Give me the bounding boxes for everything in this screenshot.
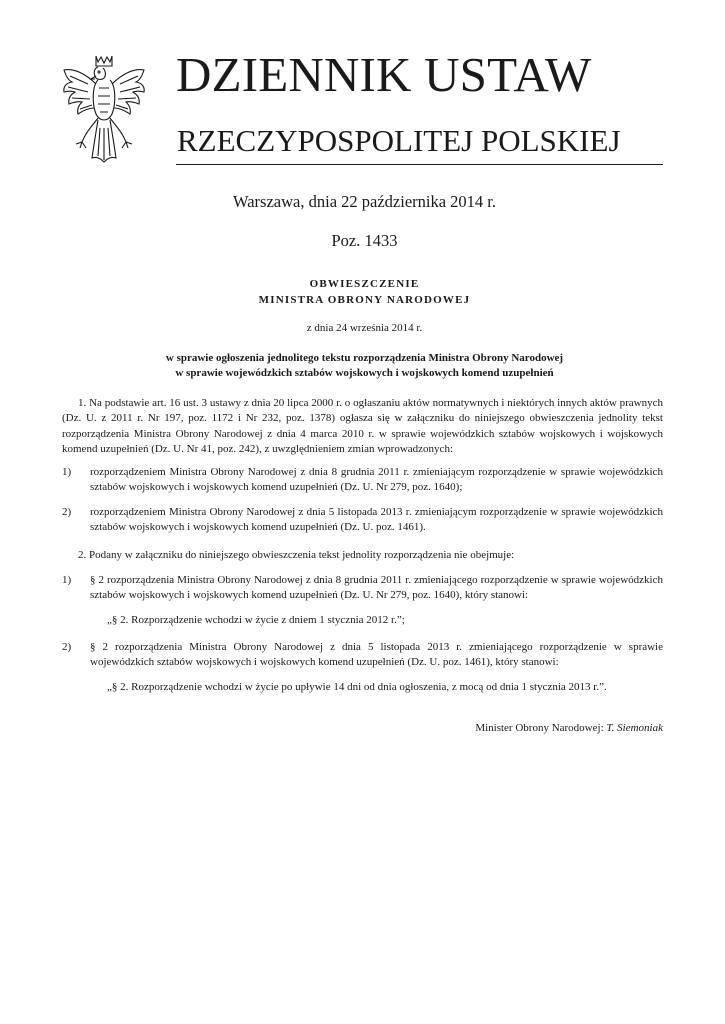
list-item-number: 1) — [62, 466, 72, 478]
list-item — [62, 465, 663, 496]
journal-title: DZIENNIK USTAW — [176, 47, 592, 102]
list-item-text: rozporządzeniem Ministra Obrony Narodowej z dnia 5 listopada 2013 r. zmieniającym rozporządzenie w sprawie wojewódzkich sztabów wojskowych i wojskowych komend uzupełnień (Dz. U. poz. 1461). — [90, 506, 663, 534]
list-item — [62, 573, 663, 604]
signature-name: T. Siemoniak — [606, 722, 663, 734]
announcement-issuer: MINISTRA OBRONY NARODOWEJ — [258, 294, 471, 306]
journal-subtitle: RZECZYPOSPOLITEJ POLSKIEJ — [177, 123, 621, 158]
list-item — [62, 640, 663, 671]
section-2-paragraph: 2. Podany w załączniku do niniejszego obwieszczenia tekst jednolity rozporządzenia nie obejmuje: — [78, 549, 515, 561]
list-item-text: § 2 rozporządzenia Ministra Obrony Narodowej z dnia 8 grudnia 2011 r. zmieniającego rozporządzenie w sprawie wojewódzkich sztabów wojskowych i wojskowych komend uzupełnień (Dz. U. Nr 279, poz. 1640), który stanowi: — [90, 574, 663, 602]
quoted-provision: „§ 2. Rozporządzenie wchodzi w życie po upływie 14 dni od dnia ogłoszenia, z mocą od dnia 1 stycznia 2013 r.”. — [107, 681, 607, 693]
header-divider — [176, 164, 663, 165]
signature-role: Minister Obrony Narodowej: — [475, 722, 604, 734]
list-item — [62, 505, 663, 536]
subject-line-2: w sprawie wojewódzkich sztabów wojskowych i wojskowych komend uzupełnień — [175, 367, 554, 379]
list-item-number: 2) — [62, 641, 72, 653]
list-item-text: § 2 rozporządzenia Ministra Obrony Narodowej z dnia 5 listopada 2013 r. zmieniającego rozporządzenie w sprawie wojewódzkich sztabów wojskowych i wojskowych komend uzupełnień (Dz. U. poz. 1461), który stanowi: — [90, 641, 663, 669]
announcement-heading: OBWIESZCZENIE — [309, 278, 420, 290]
quoted-provision: „§ 2. Rozporządzenie wchodzi w życie z dniem 1 stycznia 2012 r.”; — [107, 614, 405, 626]
section-1-paragraph: 1. Na podstawie art. 16 ust. 3 ustawy z dnia 20 lipca 2000 r. o ogłaszaniu aktów normatywnych i niektórych innych aktów prawnych (Dz. U. z 2011 r. Nr 197, poz. 1172 i Nr 232, poz. 1378) ogłasza się w załączniku do niniejszego obwieszczenia jednolity tekst rozporządzenia Ministra Obrony Narodowej z dnia 4 marca 2010 r. w sprawie wojewódzkich sztabów wojskowych i wojskowych komend uzupełnień (Dz. U. Nr 41, poz. 242), z uwzględnieniem zmian wprowadzonych: — [62, 397, 663, 455]
signature — [475, 722, 663, 734]
list-item-number: 1) — [62, 574, 72, 586]
announcement-issue-date: z dnia 24 września 2014 r. — [306, 322, 423, 334]
subject-line-1: w sprawie ogłoszenia jednolitego tekstu rozporządzenia Ministra Obrony Narodowej — [165, 352, 564, 364]
position-number: Poz. 1433 — [331, 231, 398, 250]
publication-date: Warszawa, dnia 22 października 2014 r. — [232, 192, 497, 211]
announcement-subject — [0, 351, 725, 381]
list-item-text: rozporządzeniem Ministra Obrony Narodowej z dnia 8 grudnia 2011 r. zmieniającym rozporządzenie w sprawie wojewódzkich sztabów wojskowych i wojskowych komend uzupełnień (Dz. U. Nr 279, poz. 1640); — [90, 466, 663, 494]
list-item-number: 2) — [62, 506, 72, 518]
polish-eagle-emblem-icon — [58, 52, 150, 164]
